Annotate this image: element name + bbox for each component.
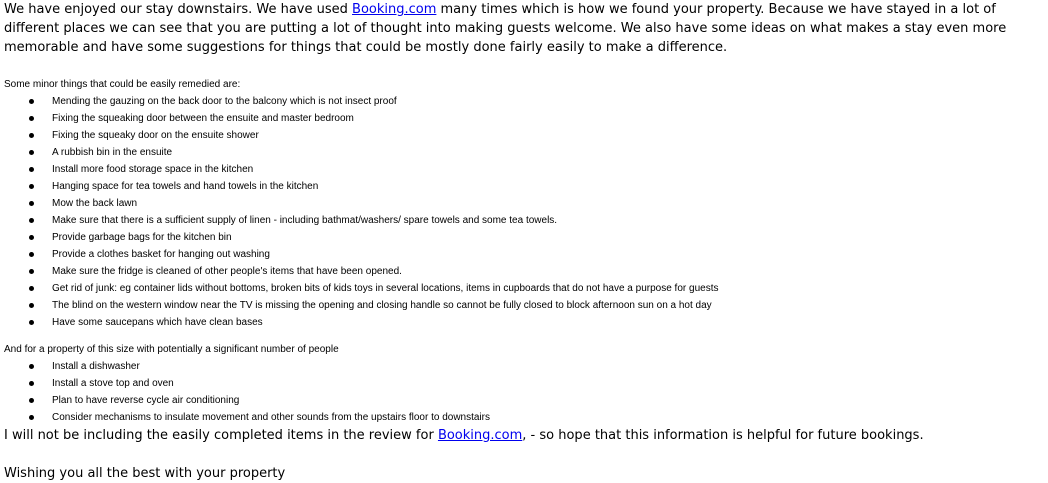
intro-text-start: We have enjoyed our stay downstairs. We have used <box>4 2 353 17</box>
bullet-icon <box>29 415 34 420</box>
bullet-icon <box>29 252 34 257</box>
bullet-icon <box>29 286 34 291</box>
list-item: Have some saucepans which have clean bases <box>4 314 1044 331</box>
bullet-icon <box>29 184 34 189</box>
list-item: Mending the gauzing on the back door to the balcony which is not insect proof <box>4 93 1044 110</box>
document-body <box>4 0 1044 483</box>
list-item: Get rid of junk: eg container lids without bottoms, broken bits of kids toys in several locations, items in cupboards that do not have a purpose for guests <box>4 280 1044 297</box>
closing-paragraph <box>4 426 1044 445</box>
closing-text-start: I will not be including the easily completed items in the review for <box>4 428 438 443</box>
bullet-icon <box>29 133 34 138</box>
bullet-icon <box>29 167 34 172</box>
bullet-icon <box>29 269 34 274</box>
bullet-icon <box>29 381 34 386</box>
bullet-icon <box>29 218 34 223</box>
list-item: The blind on the western window near the TV is missing the opening and closing handle so cannot be fully closed to block afternoon sun on a hot day <box>4 297 1044 314</box>
bullet-icon <box>29 99 34 104</box>
list-item: Install a dishwasher <box>4 358 1044 375</box>
intro-paragraph <box>4 0 1044 57</box>
closing-text-end: , - so hope that this information is helpful for future bookings. <box>522 428 924 443</box>
bullet-icon <box>29 150 34 155</box>
list-item: Mow the back lawn <box>4 195 1044 212</box>
list-item: Make sure that there is a sufficient supply of linen - including bathmat/washers/ spare towels and some tea towels. <box>4 212 1044 229</box>
list-item: Install more food storage space in the kitchen <box>4 161 1044 178</box>
list-item: Consider mechanisms to insulate movement and other sounds from the upstairs floor to downstairs <box>4 409 1044 426</box>
major-items-list <box>4 358 1044 426</box>
bullet-icon <box>29 364 34 369</box>
list-item: A rubbish bin in the ensuite <box>4 144 1044 161</box>
list-item: Fixing the squeaky door on the ensuite shower <box>4 127 1044 144</box>
list-item: Hanging space for tea towels and hand towels in the kitchen <box>4 178 1044 195</box>
list-item: Install a stove top and oven <box>4 375 1044 392</box>
bullet-icon <box>29 303 34 308</box>
list-item: Provide a clothes basket for hanging out washing <box>4 246 1044 263</box>
list-item: Fixing the squeaking door between the ensuite and master bedroom <box>4 110 1044 127</box>
bullet-icon <box>29 201 34 206</box>
list-item: Make sure the fridge is cleaned of other people's items that have been opened. <box>4 263 1044 280</box>
bullet-icon <box>29 235 34 240</box>
intro-text-end: many times which is how we found your property. Because we have stayed in a lot of different places we can see that you are putting a lot of thought into making guests welcome. We also have some ideas on what makes a stay even more memorable and have some suggestions for things that could be mostly done fairly easily to make a difference. <box>4 2 1007 55</box>
signoff-line: Wishing you all the best with your property <box>4 466 286 481</box>
booking-link[interactable]: Booking.com <box>352 2 437 17</box>
bullet-icon <box>29 116 34 121</box>
bullet-icon <box>29 398 34 403</box>
list-item: Provide garbage bags for the kitchen bin <box>4 229 1044 246</box>
minor-items-list <box>4 93 1044 331</box>
section2-lead: And for a property of this size with potentially a significant number of people <box>4 344 339 355</box>
bullet-icon <box>29 320 34 325</box>
list-item: Plan to have reverse cycle air conditioning <box>4 392 1044 409</box>
section1-lead: Some minor things that could be easily remedied are: <box>4 79 241 90</box>
booking-link[interactable]: Booking.com <box>437 428 523 443</box>
